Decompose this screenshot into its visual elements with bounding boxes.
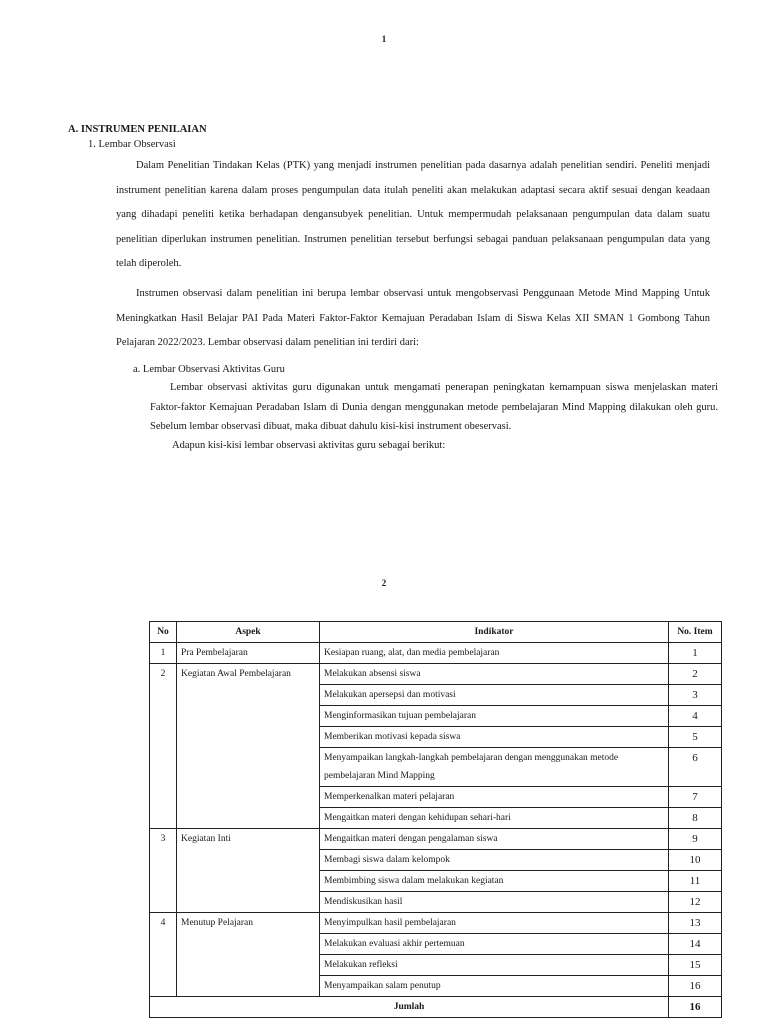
row-indikator: Kesiapan ruang, alat, dan media pembelajaran [320,643,669,664]
row-item: 14 [669,934,722,955]
row-indikator: Menginformasikan tujuan pembelajaran [320,706,669,727]
row-item: 8 [669,808,722,829]
header-aspek: Aspek [177,622,320,643]
row-indikator: Memperkenalkan materi pelajaran [320,787,669,808]
row-item: 7 [669,787,722,808]
row-indikator: Membimbing siswa dalam melakukan kegiatan [320,871,669,892]
row-item: 13 [669,913,722,934]
row-no: 2 [150,664,177,829]
row-indikator: Menyampaikan salam penutup [320,976,669,997]
row-item: 15 [669,955,722,976]
row-item: 6 [669,748,722,787]
row-no: 3 [150,829,177,913]
subsection-a-title: a. Lembar Observasi Aktivitas Guru [133,364,285,375]
row-item: 4 [669,706,722,727]
row-item: 3 [669,685,722,706]
row-item: 16 [669,976,722,997]
row-no: 4 [150,913,177,997]
subsection-title: 1. Lembar Observasi [88,139,176,150]
row-no: 1 [150,643,177,664]
row-item: 1 [669,643,722,664]
row-aspek: Kegiatan Awal Pembelajaran [177,664,320,829]
kisi-kisi-table [149,621,722,1018]
table-row [150,643,722,664]
table-row [150,913,722,934]
table-row [150,664,722,685]
row-indikator: Melakukan evaluasi akhir pertemuan [320,934,669,955]
row-indikator: Melakukan apersepsi dan motivasi [320,685,669,706]
header-no: No [150,622,177,643]
row-indikator: Memberikan motivasi kepada siswa [320,727,669,748]
row-indikator: Mendiskusikan hasil [320,892,669,913]
table-row [150,829,722,850]
total-label: Jumlah [150,997,669,1018]
row-indikator: Menyampaikan langkah-langkah pembelajaran dengan menggunakan metode pembelajaran Mind Mapping [320,748,669,787]
header-indikator: Indikator [320,622,669,643]
paragraph-aktivitas-guru: Lembar observasi aktivitas guru digunakan untuk mengamati penerapan peningkatan kemampuan siswa menjelaskan materi Faktor-faktor Kemajuan Peradaban Islam di Dunia dengan menggunakan metode pembelajaran Mind Mapping dilakukan oleh guru. Sebelum lembar observasi dibuat, maka dibuat dahulu kisi-kisi instrument obeservasi. [150,382,718,432]
header-no-item: No. Item [669,622,722,643]
total-value: 16 [669,997,722,1018]
paragraph-ptk: Dalam Penelitian Tindakan Kelas (PTK) yang menjadi instrumen penelitian pada dasarnya adalah penelitian sendiri. Peneliti menjadi instrument penelitian karena dalam proses pengumpulan data itulah peneliti akan melakukan adaptasi secara aktif sesuai dengan keadaan yang dihadapi peneliti ketika berhadapan dengansubyek penelitian. Untuk mempermudah pelaksanaan pengumpulan data dalam suatu penelitian diperlukan instrumen penelitian. Instrumen penelitian tersebut berfungsi sebagai panduan pelaksanaan pengumpulan data yang telah diperoleh. [116,160,710,269]
section-heading: A. INSTRUMEN PENILAIAN [68,124,207,135]
row-indikator: Melakukan absensi siswa [320,664,669,685]
row-item: 2 [669,664,722,685]
paragraph-kisi-kisi-intro: Adapun kisi-kisi lembar observasi aktivitas guru sebagai berikut: [172,440,446,451]
row-indikator: Melakukan refleksi [320,955,669,976]
row-aspek: Pra Pembelajaran [177,643,320,664]
row-item: 11 [669,871,722,892]
row-aspek: Menutup Pelajaran [177,913,320,997]
row-item: 10 [669,850,722,871]
paragraph-instrumen: Instrumen observasi dalam penelitian ini berupa lembar observasi untuk mengobservasi Penggunaan Metode Mind Mapping Untuk Meningkatkan Hasil Belajar PAI Pada Materi Faktor-Faktor Kemajuan Peradaban Islam di Siswa Kelas XII SMAN 1 Gombong Tahun Pelajaran 2022/2023. Lembar observasi dalam penelitian ini terdiri dari: [116,288,710,348]
row-item: 9 [669,829,722,850]
page-number-2: 2 [381,578,387,588]
row-item: 12 [669,892,722,913]
row-indikator: Mengaitkan materi dengan pengalaman siswa [320,829,669,850]
row-indikator: Membagi siswa dalam kelompok [320,850,669,871]
table-total-row [150,997,722,1018]
row-indikator: Menyimpulkan hasil pembelajaran [320,913,669,934]
table-header-row [150,622,722,643]
row-indikator: Mengaitkan materi dengan kehidupan sehari-hari [320,808,669,829]
page-number-1: 1 [381,34,387,44]
row-item: 5 [669,727,722,748]
row-aspek: Kegiatan Inti [177,829,320,913]
